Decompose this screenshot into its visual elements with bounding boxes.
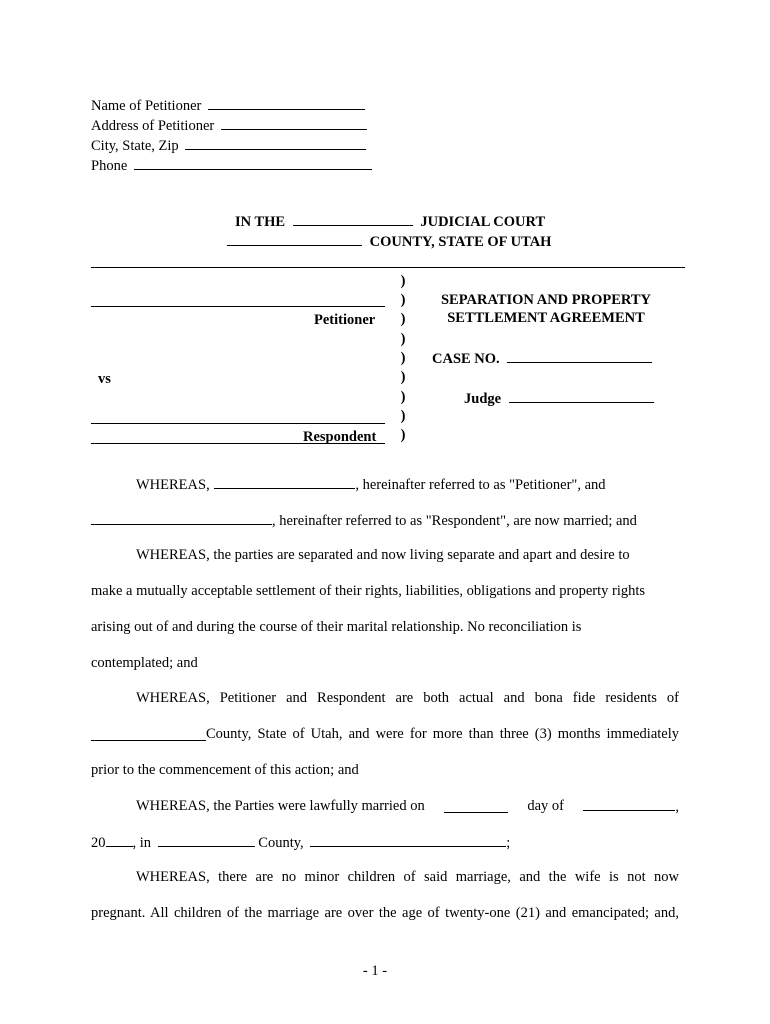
recital-1-line-2: [91, 511, 637, 530]
marriage-year-blank[interactable]: [106, 833, 133, 847]
recital-1-line-2-text: , hereinafter referred to as "Respondent", are now married; and: [272, 513, 637, 529]
petitioner-name-line: [91, 96, 365, 115]
caption-paren-7: ): [400, 389, 406, 405]
caption-paren-6: ): [400, 369, 406, 385]
recital-1-tail: , hereinafter referred to as "Petitioner", and: [355, 477, 606, 493]
caption-paren-9: ): [400, 427, 406, 443]
county-state-label: COUNTY, STATE OF UTAH: [369, 234, 552, 250]
recital-2-line-1: WHEREAS, the parties are separated and now living separate and apart and desire to: [136, 547, 630, 563]
caption-paren-1: ): [400, 273, 406, 289]
petitioner-name-blank[interactable]: [214, 475, 355, 489]
recital-4-lead: WHEREAS, the Parties were lawfully married on: [136, 798, 425, 814]
petitioner-caption-label: Petitioner: [314, 312, 376, 328]
page-number: - 1 -: [362, 963, 388, 979]
marriage-month-group: ,: [583, 797, 679, 816]
county-line: [227, 232, 551, 251]
judge-line: [464, 389, 654, 408]
document-title-line2: SETTLEMENT AGREEMENT: [447, 310, 645, 326]
marriage-month-blank[interactable]: [583, 797, 675, 811]
petitioner-address-line: [91, 116, 367, 135]
recital-5-line-2: pregnant. All children of the marriage are over the age of twenty-one (21) and emancipated; and,: [91, 905, 679, 921]
county-field[interactable]: [227, 232, 362, 246]
marriage-county-blank[interactable]: [158, 833, 255, 847]
respondent-name-blank[interactable]: [91, 511, 272, 525]
case-number-line: [432, 349, 652, 368]
caption-paren-5: ): [400, 350, 406, 366]
court-district-field[interactable]: [293, 212, 413, 226]
in-the-label: IN THE: [235, 214, 286, 230]
county-label: County,: [258, 835, 304, 851]
recital-3-line-2: [91, 725, 679, 743]
recital-3-line-2-text: County, State of Utah, and were for more than three (3) months immediately: [206, 726, 679, 742]
petitioner-address-label: Address of Petitioner: [91, 118, 215, 134]
city-state-zip-label: City, State, Zip: [91, 138, 179, 154]
phone-line: [91, 156, 372, 175]
caption-paren-2: ): [400, 292, 406, 308]
year-prefix: 20: [91, 835, 106, 851]
recital-4-line-2: 20 , in County, ;: [91, 835, 511, 851]
caption-top-rule: [91, 267, 685, 268]
judge-label: Judge: [464, 391, 502, 407]
marriage-state-blank[interactable]: [310, 833, 506, 847]
recital-4-line-1: [136, 797, 679, 816]
petitioner-name-field[interactable]: [208, 96, 365, 110]
city-state-zip-field[interactable]: [185, 136, 366, 150]
city-state-zip-line: [91, 136, 366, 155]
caption-paren-3: ): [400, 311, 406, 327]
judge-field[interactable]: [509, 389, 654, 403]
caption-paren-8: ): [400, 408, 406, 424]
case-number-label: CASE NO.: [432, 351, 500, 367]
vs-label: vs: [98, 371, 111, 387]
day-of-label: day of: [527, 798, 565, 814]
phone-label: Phone: [91, 158, 128, 174]
residence-county-blank[interactable]: [91, 727, 206, 741]
respondent-name-rule-1[interactable]: [91, 423, 385, 424]
recital-1-line-1: [136, 475, 606, 494]
caption-paren-4: ): [400, 331, 406, 347]
document-title-line1: SEPARATION AND PROPERTY: [440, 292, 652, 308]
petitioner-name-label: Name of Petitioner: [91, 98, 202, 114]
recital-1-lead: WHEREAS,: [136, 477, 210, 493]
recital-3-line-3: prior to the commencement of this action; and: [91, 762, 359, 778]
court-line: [235, 212, 545, 231]
petitioner-address-field[interactable]: [221, 116, 367, 130]
recital-2-line-3: arising out of and during the course of their marital relationship. No reconciliation is: [91, 619, 582, 635]
in-label: , in: [132, 835, 152, 851]
recital-5-line-1: WHEREAS, there are no minor children of said marriage, and the wife is not now: [136, 869, 679, 885]
marriage-day-blank[interactable]: [444, 799, 508, 813]
recital-2-line-2: make a mutually acceptable settlement of their rights, liabilities, obligations and property rights: [91, 583, 646, 599]
recital-2-line-4: contemplated; and: [91, 655, 198, 671]
respondent-caption-label: Respondent: [303, 429, 377, 445]
petitioner-name-rule[interactable]: [91, 306, 385, 307]
judicial-court-label: JUDICIAL COURT: [420, 214, 546, 230]
case-number-field[interactable]: [507, 349, 652, 363]
recital-3-line-1: WHEREAS, Petitioner and Respondent are both actual and bona fide residents of: [136, 690, 679, 706]
phone-field[interactable]: [134, 156, 372, 170]
